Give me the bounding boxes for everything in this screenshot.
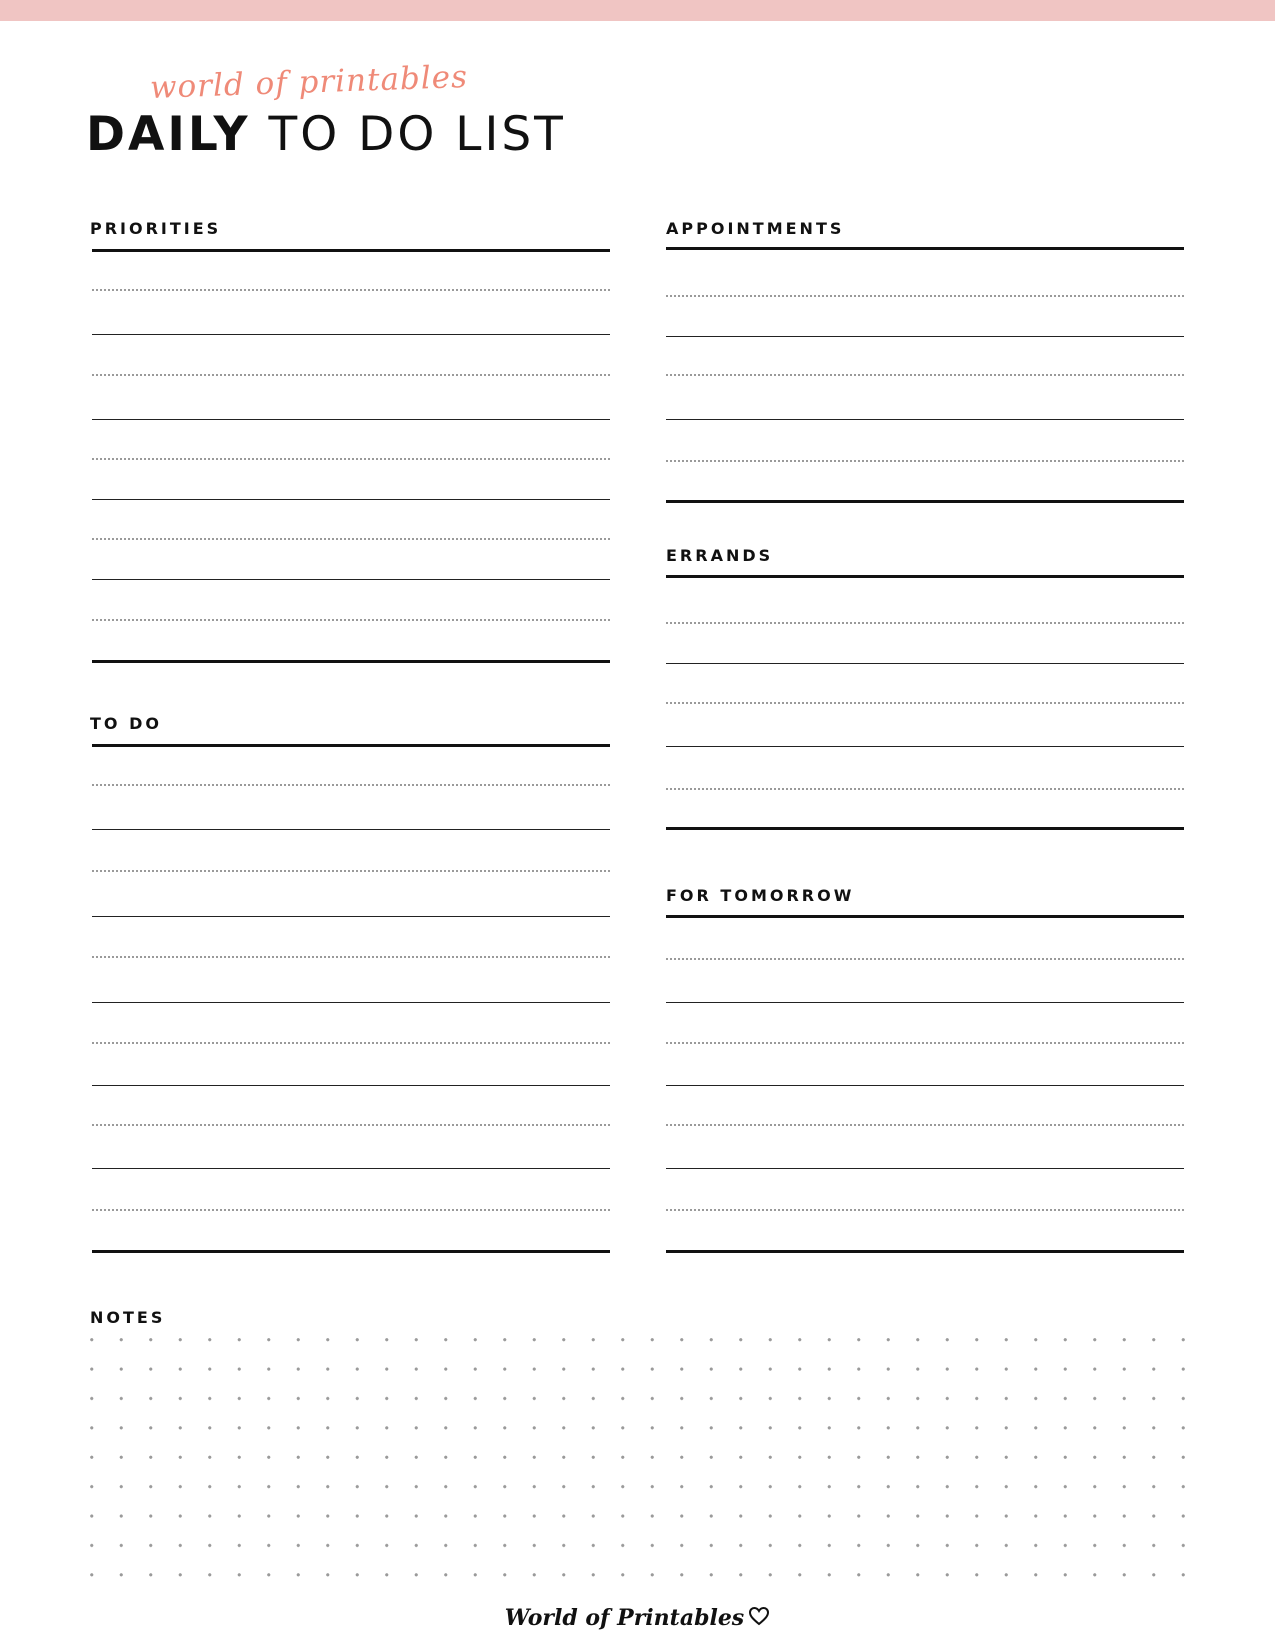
page-title-bold: DAILY bbox=[86, 107, 251, 162]
page-title-light: TO DO LIST bbox=[268, 107, 566, 162]
section-rule-todo bbox=[92, 744, 610, 747]
priorities-divider-3 bbox=[92, 499, 610, 500]
section-title-todo: TO DO bbox=[90, 714, 162, 733]
appointments-divider-1 bbox=[666, 336, 1184, 337]
for-tomorrow-line-3[interactable] bbox=[666, 1124, 1184, 1126]
page-title bbox=[86, 106, 566, 164]
section-title-errands: ERRANDS bbox=[666, 546, 774, 565]
todo-line-3[interactable] bbox=[92, 956, 610, 958]
notes-dot-grid[interactable] bbox=[90, 1338, 1190, 1588]
priorities-line-4[interactable] bbox=[92, 538, 610, 540]
todo-line-5[interactable] bbox=[92, 1124, 610, 1126]
for-tomorrow-divider-3 bbox=[666, 1168, 1184, 1169]
errands-divider-1 bbox=[666, 663, 1184, 664]
priorities-divider-2 bbox=[92, 419, 610, 420]
todo-line-6[interactable] bbox=[92, 1209, 610, 1211]
todo-divider-2 bbox=[92, 916, 610, 917]
for-tomorrow-divider-2 bbox=[666, 1085, 1184, 1086]
appointments-line-3[interactable] bbox=[666, 460, 1184, 462]
todo-line-4[interactable] bbox=[92, 1042, 610, 1044]
errands-end-rule bbox=[666, 827, 1184, 830]
section-rule-priorities bbox=[92, 249, 610, 252]
errands-divider-2 bbox=[666, 746, 1184, 747]
section-title-notes: NOTES bbox=[90, 1308, 166, 1327]
footer-logo bbox=[0, 1605, 1275, 1632]
appointments-line-1[interactable] bbox=[666, 295, 1184, 297]
todo-divider-3 bbox=[92, 1002, 610, 1003]
section-title-appointments: APPOINTMENTS bbox=[666, 219, 845, 238]
priorities-line-2[interactable] bbox=[92, 374, 610, 376]
todo-line-1[interactable] bbox=[92, 784, 610, 786]
for-tomorrow-line-4[interactable] bbox=[666, 1209, 1184, 1211]
todo-divider-1 bbox=[92, 829, 610, 830]
priorities-divider-4 bbox=[92, 579, 610, 580]
todo-divider-4 bbox=[92, 1085, 610, 1086]
appointments-divider-2 bbox=[666, 419, 1184, 420]
section-title-priorities: PRIORITIES bbox=[90, 219, 222, 238]
for-tomorrow-line-1[interactable] bbox=[666, 958, 1184, 960]
priorities-line-5[interactable] bbox=[92, 619, 610, 621]
todo-line-2[interactable] bbox=[92, 870, 610, 872]
heart-icon bbox=[748, 1606, 770, 1632]
footer-logo-text: World of Printables bbox=[504, 1605, 745, 1631]
for-tomorrow-line-2[interactable] bbox=[666, 1042, 1184, 1044]
errands-line-2[interactable] bbox=[666, 702, 1184, 704]
errands-line-1[interactable] bbox=[666, 622, 1184, 624]
appointments-line-2[interactable] bbox=[666, 374, 1184, 376]
priorities-divider-1 bbox=[92, 334, 610, 335]
appointments-end-rule bbox=[666, 500, 1184, 503]
todo-end-rule bbox=[92, 1250, 610, 1253]
brand-script-logo: world of printables bbox=[149, 58, 469, 106]
todo-divider-5 bbox=[92, 1168, 610, 1169]
for-tomorrow-end-rule bbox=[666, 1250, 1184, 1253]
priorities-line-1[interactable] bbox=[92, 289, 610, 291]
section-rule-errands bbox=[666, 575, 1184, 578]
priorities-line-3[interactable] bbox=[92, 458, 610, 460]
section-rule-for-tomorrow bbox=[666, 915, 1184, 918]
top-bar bbox=[0, 0, 1275, 21]
section-title-for-tomorrow: FOR TOMORROW bbox=[666, 886, 855, 905]
for-tomorrow-divider-1 bbox=[666, 1002, 1184, 1003]
errands-line-3[interactable] bbox=[666, 788, 1184, 790]
section-rule-appointments bbox=[666, 247, 1184, 250]
priorities-end-rule bbox=[92, 660, 610, 663]
